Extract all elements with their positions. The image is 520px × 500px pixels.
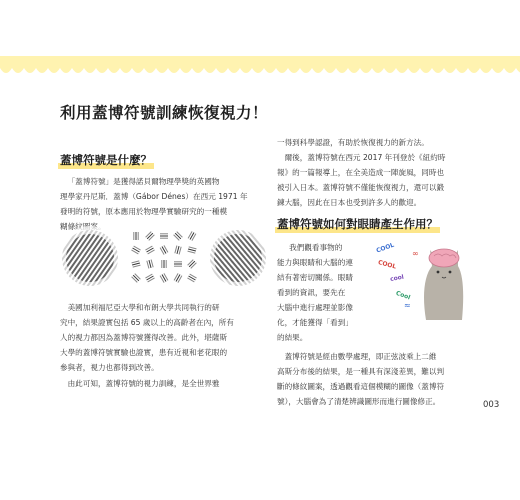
cool-word-1: COOL — [375, 241, 396, 255]
gabor-mini-patch — [146, 232, 155, 241]
gabor-mini-patch — [174, 232, 183, 241]
cat-brain-illustration — [374, 236, 464, 320]
paragraph-eye-brain: 我們觀看事物的 能力與眼睛和大腦的連 結有著密切關係。眼睛 看到的資訊，要先在 大腦中進行處理並影像 化，才能獲得「看到」 的結果。 — [277, 243, 353, 342]
gabor-mini-patch — [147, 260, 153, 269]
cool-word-4: Cool — [394, 289, 412, 302]
gabor-mini-patch — [175, 246, 181, 255]
gabor-patches-figure — [60, 226, 268, 290]
section-heading-what-is: 蓋博符號是什麼？ — [60, 153, 152, 167]
gabor-mini-patch — [174, 273, 182, 282]
gabor-mini-patch — [188, 247, 197, 253]
gabor-patch-right — [210, 230, 266, 286]
gabor-mini-patch — [131, 246, 140, 254]
page-number: 003 — [483, 400, 500, 410]
gabor-mini-patch — [188, 260, 197, 269]
gabor-mini-patch — [160, 273, 168, 282]
cat-icon — [424, 249, 463, 320]
swirl-icon: ∞ — [412, 249, 419, 258]
gabor-mini-patch — [188, 231, 196, 240]
paragraph-research: 美國加利福尼亞大學和布朗大學共同執行的研 究中，結果證實包括 65 歲以上的高齡者在內，所有 人的視力都因為蓋博符號獲得改善。此外，堪薩斯 大學的蓋博符號實驗也證實，患有近視和老花眼的 參與者，視力也都得到改善。 — [60, 303, 234, 372]
gabor-mini-patch — [145, 246, 154, 254]
gabor-small-grid — [131, 231, 196, 282]
gabor-mini-patch — [160, 234, 168, 238]
paragraph-intro: 「蓋博符號」是獲得諾貝爾物理學獎的英國物 理學家丹尼斯．蓋博（Gábor Dénes）在西元 1971 年 發明的符號，原本應用於物理學實驗研究的一種模 糊條紋圖案。 — [60, 177, 248, 231]
section-heading-how-it-works: 蓋博符號如何對眼睛產生作用？ — [277, 217, 438, 231]
paragraph-gabor-math: 蓋博符號是經由數學處理，即正弦波乘上二維 高斯分布後的結果，是一種具有深淺差異，難以判 斷的條紋圖案，透過觀看這個模糊的圖像（蓋博符 號），大腦會為了清楚辨識圖形而進行圖像修正。 — [277, 352, 445, 406]
decorative-banner — [0, 56, 520, 78]
gabor-mini-patch — [174, 262, 182, 266]
gabor-mini-patch — [160, 245, 168, 254]
page-title: 利用蓋博符號訓練恢復視力！ — [60, 104, 269, 122]
gabor-patch-left — [62, 230, 118, 286]
cool-word-2: COOL — [377, 259, 397, 271]
gabor-mini-patch — [132, 261, 141, 267]
paragraph-conclusion: 由此可知，蓋博符號的視力訓練，是全世界雅 — [67, 379, 220, 388]
gabor-mini-patch — [162, 260, 166, 268]
paragraph-nyt: 一得到科學認證，有助於恢復視力的新方法。 爾後，蓋博符號在西元 2017 年刊登於《紐約時 報》的一篇報導上，在全美造成一陣旋風，同時也 被引入日本。蓋博符號不僅能恢復視力，還可以鍛 鍊大腦，因此在日本也受到許多人的歡迎。 — [277, 138, 446, 207]
gabor-mini-patch — [132, 274, 141, 283]
swirl-icon: ≈ — [404, 301, 411, 310]
gabor-mini-patch — [145, 274, 154, 282]
gabor-mini-patch — [134, 232, 138, 240]
cool-word-3: cool — [389, 273, 405, 283]
gabor-mini-patch — [187, 274, 196, 282]
